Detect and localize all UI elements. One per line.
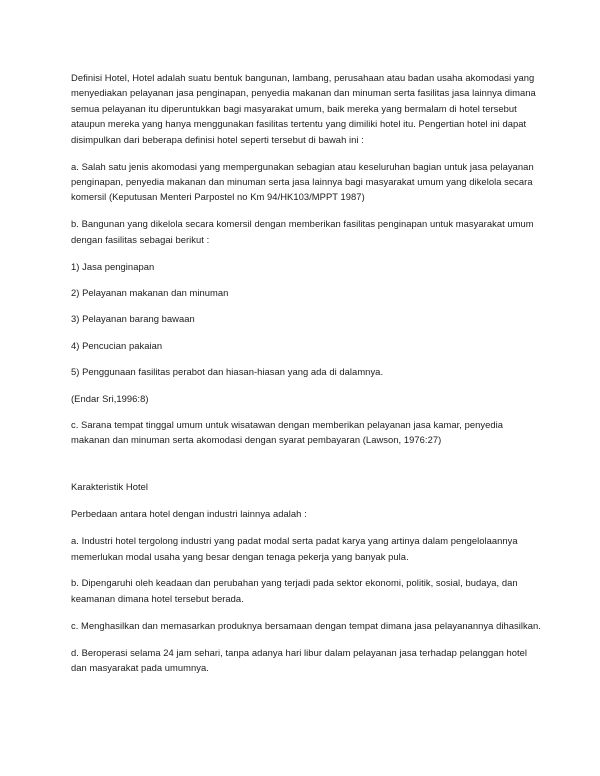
characteristic-a: a. Industri hotel tergolong industri yang padat modal serta padat karya yang artinya dalam pengelolaannya memerlukan modal usaha yang besar dengan tenaga pekerja yang banyak pula.	[71, 535, 518, 562]
characteristic-d: d. Beroperasi selama 24 jam sehari, tanpa adanya hari libur dalam pelayanan jasa terhadap pelanggan hotel dan masyarakat pada umumnya.	[71, 646, 528, 674]
paragraph-definition: Definisi Hotel, Hotel adalah suatu bentuk bangunan, lambang, perusahaan atau badan usaha akomodasi yang menyediakan pelayanan jasa penginapan, penyedia makanan dan minuman serta fasilitas jasa lainnya dimana semua pelayanan itu diperuntukkan bagi masyarakat umum, baik mereka yang bermalam di hotel tersebut ataupun mereka yang hanya menggunakan fasilitas tertentu yang dimiliki hotel itu. Pengertian hotel ini dapat disimpulkan dari beberapa definisi hotel seperti tersebut di bawah ini :	[71, 72, 536, 145]
paragraph-point-c: c. Sarana tempat tinggal umum untuk wisatawan dengan memberikan pelayanan jasa kamar, penyedia makanan dan minuman serta akomodasi dengan syarat pembayaran (Lawson, 1976:27)	[71, 419, 504, 446]
characteristic-c: c. Menghasilkan dan memasarkan produknya bersamaan dengan tempat dimana jasa pelayanannya dihasilkan.	[71, 619, 541, 631]
paragraph-point-b: b. Bangunan yang dikelola secara komersil dengan memberikan fasilitas penginapan untuk masyarakat umum dengan fasilitas sebagai berikut :	[71, 218, 534, 245]
list-item-2: 2) Pelayanan makanan dan minuman	[71, 286, 229, 298]
list-item-5: 5) Penggunaan fasilitas perabot dan hiasan-hiasan yang ada di dalamnya.	[71, 366, 384, 378]
section-intro: Perbedaan antara hotel dengan industri lainnya adalah :	[71, 508, 307, 520]
list-item-1: 1) Jasa penginapan	[71, 260, 155, 272]
characteristic-b: b. Dipengaruhi oleh keadaan dan perubahan yang terjadi pada sektor ekonomi, politik, sosial, budaya, dan keamanan dimana hotel tersebut berada.	[71, 577, 518, 604]
section-heading: Karakteristik Hotel	[71, 481, 149, 493]
paragraph-point-a: a. Salah satu jenis akomodasi yang mempergunakan sebagian atau keseluruhan bagian untuk jasa pelayanan penginapan, penyedia makanan dan minuman serta jasa lainnya bagi masyarakat umum yang dikelola secara komersil (Keputusan Menteri Parpostel no Km 94/HK103/MPPT 1987)	[71, 160, 534, 203]
list-item-3: 3) Pelayanan barang bawaan	[71, 313, 195, 325]
section-spacer	[71, 459, 541, 479]
document-body	[71, 70, 541, 687]
list-item-4: 4) Pencucian pakaian	[71, 339, 163, 351]
citation: (Endar Sri,1996:8)	[71, 392, 149, 404]
